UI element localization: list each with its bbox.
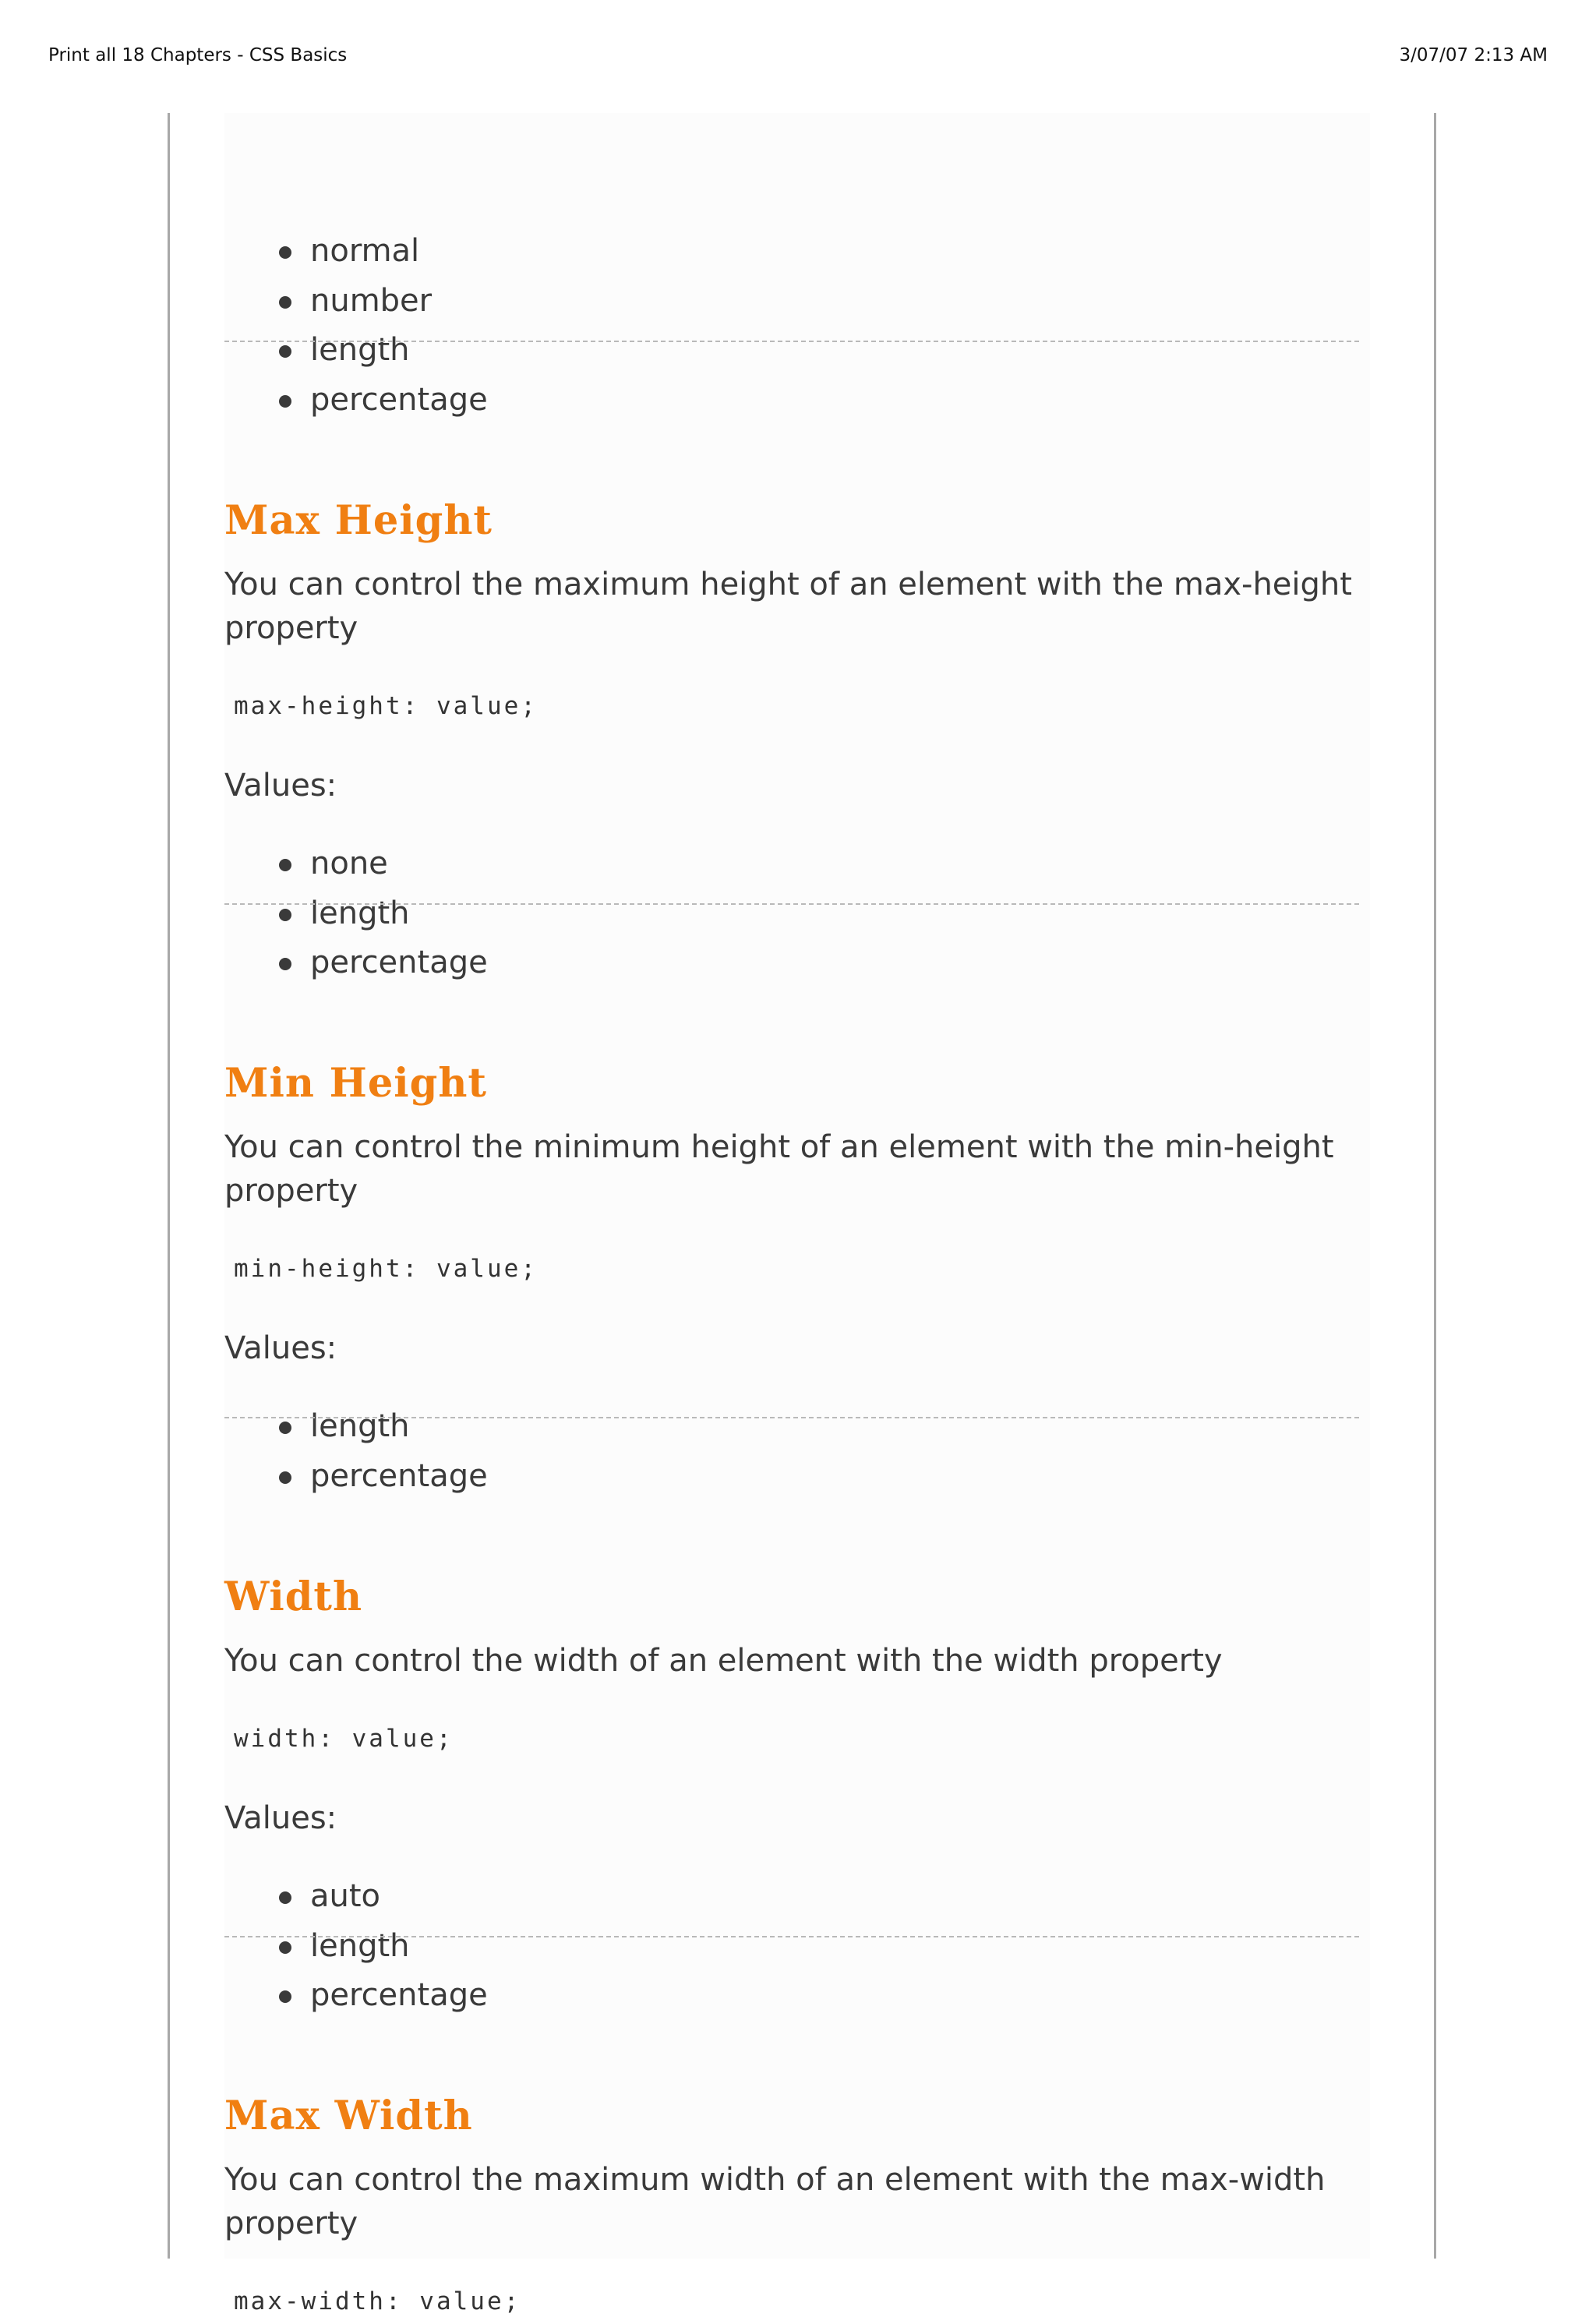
- bullet-icon: [279, 395, 291, 408]
- code-example: min-height: value;: [234, 1255, 538, 1283]
- code-example: max-height: value;: [234, 692, 538, 720]
- list-item: percentage: [279, 376, 488, 426]
- list-item: length: [279, 1922, 488, 1972]
- values-list: [279, 1872, 488, 2021]
- top-values-list: [279, 227, 488, 425]
- list-item: length: [279, 1402, 488, 1452]
- list-item: auto: [279, 1872, 488, 1922]
- list-item: normal: [279, 227, 488, 277]
- bullet-icon: [279, 1941, 291, 1954]
- code-example: width: value;: [234, 1725, 454, 1753]
- section-divider: [224, 1417, 1359, 1418]
- bullet-icon: [279, 1422, 291, 1434]
- print-page-title: Print all 18 Chapters - CSS Basics: [48, 45, 348, 65]
- values-label: Values:: [224, 1800, 337, 1836]
- section-description: You can control the maximum width of an element with the max-width property: [224, 2162, 1326, 2241]
- section-title-width: Width: [224, 1574, 363, 1620]
- section-description: You can control the width of an element with the width property: [224, 1643, 1223, 1679]
- bullet-icon: [279, 1891, 291, 1904]
- section-title-max-height: Max Height: [224, 497, 493, 544]
- values-label: Values:: [224, 768, 337, 804]
- list-item: length: [279, 889, 488, 939]
- section-divider: [224, 1936, 1359, 1937]
- list-item: percentage: [279, 1971, 488, 2021]
- values-list: [279, 839, 488, 988]
- bullet-icon: [279, 859, 291, 871]
- bullet-icon: [279, 909, 291, 921]
- list-item: none: [279, 839, 488, 889]
- list-item: length: [279, 326, 488, 376]
- list-item: percentage: [279, 1452, 488, 1502]
- bullet-icon: [279, 345, 291, 358]
- print-header: [48, 45, 1548, 72]
- list-item: percentage: [279, 938, 488, 988]
- bullet-icon: [279, 958, 291, 970]
- bullet-icon: [279, 1471, 291, 1484]
- section-description: You can control the maximum height of an element with the max-height property: [224, 567, 1352, 646]
- section-divider: [224, 341, 1359, 342]
- bullet-icon: [279, 246, 291, 259]
- values-label: Values:: [224, 1330, 337, 1366]
- bullet-icon: [279, 1990, 291, 2003]
- section-divider: [224, 903, 1359, 905]
- bullet-icon: [279, 296, 291, 309]
- code-example: max-width: value;: [234, 2287, 521, 2315]
- page-frame: [168, 113, 1436, 2315]
- section-title-max-width: Max Width: [224, 2093, 473, 2139]
- list-item: number: [279, 277, 488, 327]
- section-description: You can control the minimum height of an element with the min-height property: [224, 1129, 1334, 1209]
- print-datetime: 3/07/07 2:13 AM: [1399, 45, 1548, 65]
- section-title-min-height: Min Height: [224, 1060, 487, 1107]
- main-content: [224, 113, 1370, 2315]
